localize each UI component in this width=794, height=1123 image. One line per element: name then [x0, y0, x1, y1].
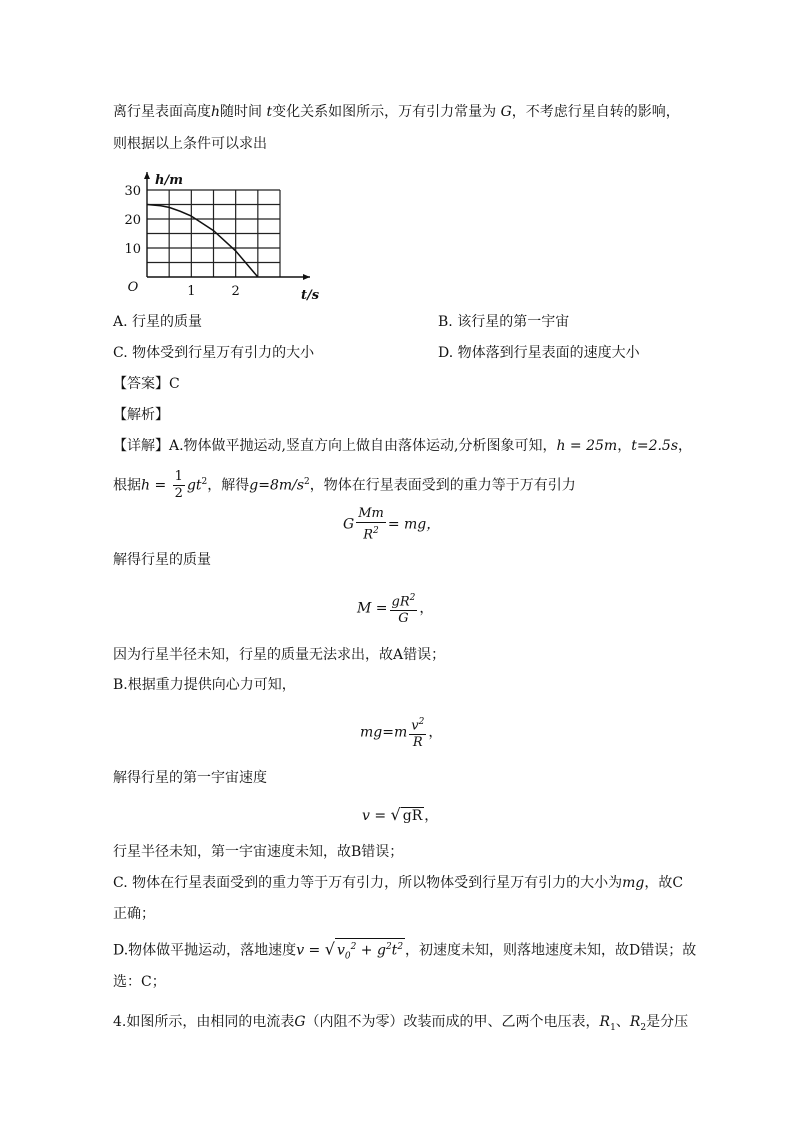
text: ，初速度未知，则落地速度未知，故D错误；故 [405, 942, 697, 959]
eq-t: t=2.5s [631, 438, 679, 454]
var-R2: R [629, 1014, 641, 1030]
numerator [409, 714, 426, 735]
exponent: 2 [350, 942, 357, 952]
numerator: 1 [174, 469, 183, 485]
subscript: 2 [640, 1022, 647, 1033]
v: v [411, 718, 419, 734]
equation-velocity [362, 805, 438, 826]
y-tick-label: 20 [124, 213, 141, 228]
radical-sign: √ [324, 939, 335, 959]
g-term: + g [360, 942, 386, 959]
var-t: t [266, 104, 273, 120]
text: 是分压 [646, 1014, 689, 1030]
eq-h: h = [141, 477, 167, 494]
denominator [361, 523, 381, 543]
exponent: 2 [201, 477, 208, 487]
text: ，物体在行星表面受到的重力等于万有引力 [309, 477, 576, 494]
height-time-chart [113, 170, 323, 320]
text: 离行星表面高度 [113, 104, 211, 120]
text: ，解得 [207, 477, 250, 494]
detail-line-5: B.根据重力提供向心力可知， [113, 677, 296, 693]
y-axis-arrow [144, 172, 150, 179]
text: ， [428, 724, 443, 741]
subscript: 0 [344, 951, 351, 962]
eq-lhs: v = [362, 808, 387, 824]
detail-line-2 [113, 466, 576, 502]
detail-line-10 [113, 938, 696, 964]
x-tick-label: 1 [187, 284, 196, 299]
text: 随时间 [220, 104, 263, 120]
text: 根据 [113, 477, 141, 494]
text: ， [617, 438, 632, 454]
analysis-title: 【解析】 [113, 407, 169, 423]
text: ， [419, 600, 434, 617]
y-axis-label: h/m [155, 173, 183, 188]
detail-line-8 [113, 873, 683, 893]
eq-rhs: = mg， [387, 516, 441, 533]
exponent: 2 [373, 526, 379, 536]
x-axis-label: t/s [300, 288, 320, 303]
exponent: 2 [304, 477, 310, 487]
detail-line-11: 选：C； [113, 974, 166, 990]
equation-gravity [343, 506, 440, 543]
v0: v [336, 942, 345, 959]
option-a: A. 行星的质量 [113, 314, 203, 330]
fraction-gr2-g [390, 590, 418, 627]
exponent: 2 [418, 717, 425, 727]
y-tick-label: 30 [124, 184, 141, 199]
equation-centripetal [360, 714, 442, 751]
text: D.物体做平抛运动，落地速度 [113, 942, 297, 959]
intro-line-2: 则根据以上条件可以求出 [113, 136, 267, 152]
text: 变化关系如图所示，万有引力常量为 [272, 104, 497, 120]
x-tick-label: 2 [231, 284, 240, 299]
text: 、 [615, 1014, 630, 1030]
text: ，故C [644, 875, 684, 891]
eq-lhs: M = [357, 600, 388, 617]
text: 4.如图所示，由相同的电流表 [113, 1014, 295, 1030]
text: ， [678, 438, 693, 454]
exponent: 2 [397, 942, 404, 952]
text: 【详解】A.物体做平抛运动,竖直方向上做自由落体运动,分析图象可知， [113, 438, 557, 454]
x-axis-arrow [303, 274, 310, 280]
radical-sign: √ [390, 805, 401, 824]
exponent: 2 [409, 593, 416, 603]
eq-v: v = [296, 942, 321, 959]
numerator: Mm [358, 506, 384, 521]
equation-mass [357, 590, 433, 627]
fraction-mm-r2 [356, 506, 386, 543]
numerator [390, 590, 418, 611]
detail-line-9: 正确； [113, 906, 155, 922]
eq-h: h = 25m [556, 438, 618, 454]
option-b: B. 该行星的第一宇宙 [438, 314, 570, 330]
option-d: D. 物体落到行星表面的速度大小 [438, 345, 640, 361]
origin-label: O [127, 280, 139, 295]
eq-mg: mg [622, 875, 645, 891]
var-R1: R [599, 1014, 611, 1030]
exponent: 2 [385, 942, 392, 952]
radicand: gR [402, 808, 423, 824]
var-G: G [294, 1014, 306, 1030]
intro-line-1 [113, 102, 680, 122]
radius: R [363, 527, 374, 543]
option-c: C. 物体受到行星万有引力的大小 [113, 345, 315, 361]
t-term: t [391, 942, 398, 959]
detail-line-4: 因为行星半径未知，行星的质量无法求出，故A错误； [113, 647, 446, 663]
gr: gR [391, 594, 410, 610]
eq-lhs: mg=m [360, 724, 408, 741]
eq-G: G [343, 516, 355, 533]
var-G: G [500, 104, 512, 120]
y-tick-label: 10 [124, 242, 141, 257]
eq-g: g=8m/s [249, 477, 305, 494]
denominator: G [398, 611, 409, 627]
fraction-half [173, 469, 185, 502]
subscript: 1 [610, 1022, 616, 1033]
denominator: 2 [174, 486, 183, 502]
answer: 【答案】C [113, 376, 180, 392]
detail-line-1 [113, 436, 692, 456]
fraction-v2-r [409, 714, 426, 751]
chart-grid [147, 190, 280, 277]
text: C. 物体在行星表面受到的重力等于万有引力，所以物体受到行星万有引力的大小为 [113, 875, 623, 891]
eq-gt: gt [186, 477, 202, 494]
question-4-line [113, 1012, 688, 1038]
var-h: h [211, 104, 221, 120]
detail-line-6: 解得行星的第一宇宙速度 [113, 770, 267, 786]
text: ，不考虑行星自转的影响， [511, 104, 680, 120]
radicand [335, 938, 405, 964]
detail-line-3: 解得行星的质量 [113, 552, 211, 568]
denominator: R [412, 735, 423, 751]
text: （内阻不为零）改装而成的甲、乙两个电压表， [305, 1014, 600, 1030]
series-line [147, 205, 258, 278]
detail-line-7: 行星半径未知，第一宇宙速度未知，故B错误； [113, 844, 404, 860]
text: ， [424, 808, 439, 824]
